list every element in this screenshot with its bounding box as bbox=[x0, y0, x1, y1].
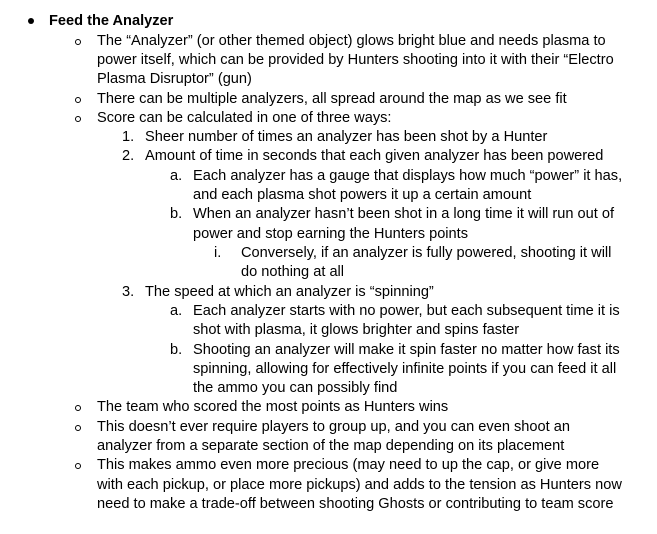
section-heading: Feed the Analyzer bbox=[49, 13, 174, 29]
item-text-line: and each plasma shot powers it up a certain amount bbox=[193, 187, 532, 203]
item-text-line: Each analyzer starts with no power, but each subsequent time it is bbox=[193, 303, 620, 319]
list-letter: a. bbox=[170, 168, 183, 184]
item-text-line: Sheer number of times an analyzer has been shot by a Hunter bbox=[145, 129, 548, 145]
item-text-line: Each analyzer has a gauge that displays how much “power” it has, bbox=[193, 168, 623, 184]
item-text-line: Score can be calculated in one of three ways: bbox=[97, 110, 392, 126]
item-text-line: Conversely, if an analyzer is fully powered, shooting it will bbox=[241, 245, 612, 261]
list-letter: a. bbox=[170, 303, 183, 319]
item-text-line: power itself, which can be provided by Hunters shooting into it with their “Electro bbox=[97, 52, 614, 68]
item-text-line: shot with plasma, it glows brighter and spins faster bbox=[193, 322, 520, 338]
item-text-line: analyzer from a separate section of the map depending on its placement bbox=[97, 438, 565, 454]
bullet-circle-icon bbox=[75, 405, 81, 411]
bullet-circle-icon bbox=[75, 97, 81, 103]
bullet-circle-icon bbox=[75, 39, 81, 45]
list-roman: i. bbox=[214, 245, 222, 261]
item-text-line: When an analyzer hasn’t been shot in a long time it will run out of bbox=[193, 206, 615, 222]
item-text-line: spinning, allowing for effectively infinite points if you can feed it all bbox=[193, 361, 617, 377]
bullet-circle-icon bbox=[75, 463, 81, 469]
list-number: 3. bbox=[122, 284, 135, 300]
item-text-line: need to make a trade-off between shooting Ghosts or contributing to team score bbox=[97, 496, 614, 512]
bullet-circle-icon bbox=[75, 425, 81, 431]
list-letter: b. bbox=[170, 342, 183, 358]
list-letter: b. bbox=[170, 206, 183, 222]
item-text-line: The team who scored the most points as Hunters wins bbox=[97, 399, 449, 415]
list-number: 2. bbox=[122, 148, 135, 164]
item-text-line: Plasma Disruptor” (gun) bbox=[97, 71, 252, 87]
item-text-line: The speed at which an analyzer is “spinning” bbox=[145, 284, 434, 300]
item-text-line: There can be multiple analyzers, all spread around the map as we see fit bbox=[97, 91, 567, 107]
item-text-line: power and stop earning the Hunters points bbox=[193, 226, 469, 242]
item-text-line: The “Analyzer” (or other themed object) glows bright blue and needs plasma to bbox=[97, 33, 606, 49]
bullet-circle-icon bbox=[75, 116, 81, 122]
item-text-line: the ammo you can possibly find bbox=[193, 380, 398, 396]
bullet-disc-icon bbox=[28, 18, 34, 24]
item-text-line: with each pickup, or place more pickups) and adds to the tension as Hunters now bbox=[97, 477, 622, 493]
item-text-line: do nothing at all bbox=[241, 264, 345, 280]
item-text-line: This doesn’t ever require players to group up, and you can even shoot an bbox=[97, 419, 570, 435]
list-number: 1. bbox=[122, 129, 135, 145]
item-text-line: This makes ammo even more precious (may need to up the cap, or give more bbox=[97, 457, 600, 473]
item-text-line: Shooting an analyzer will make it spin faster no matter how fast its bbox=[193, 342, 620, 358]
item-text-line: Amount of time in seconds that each given analyzer has been powered bbox=[145, 148, 604, 164]
